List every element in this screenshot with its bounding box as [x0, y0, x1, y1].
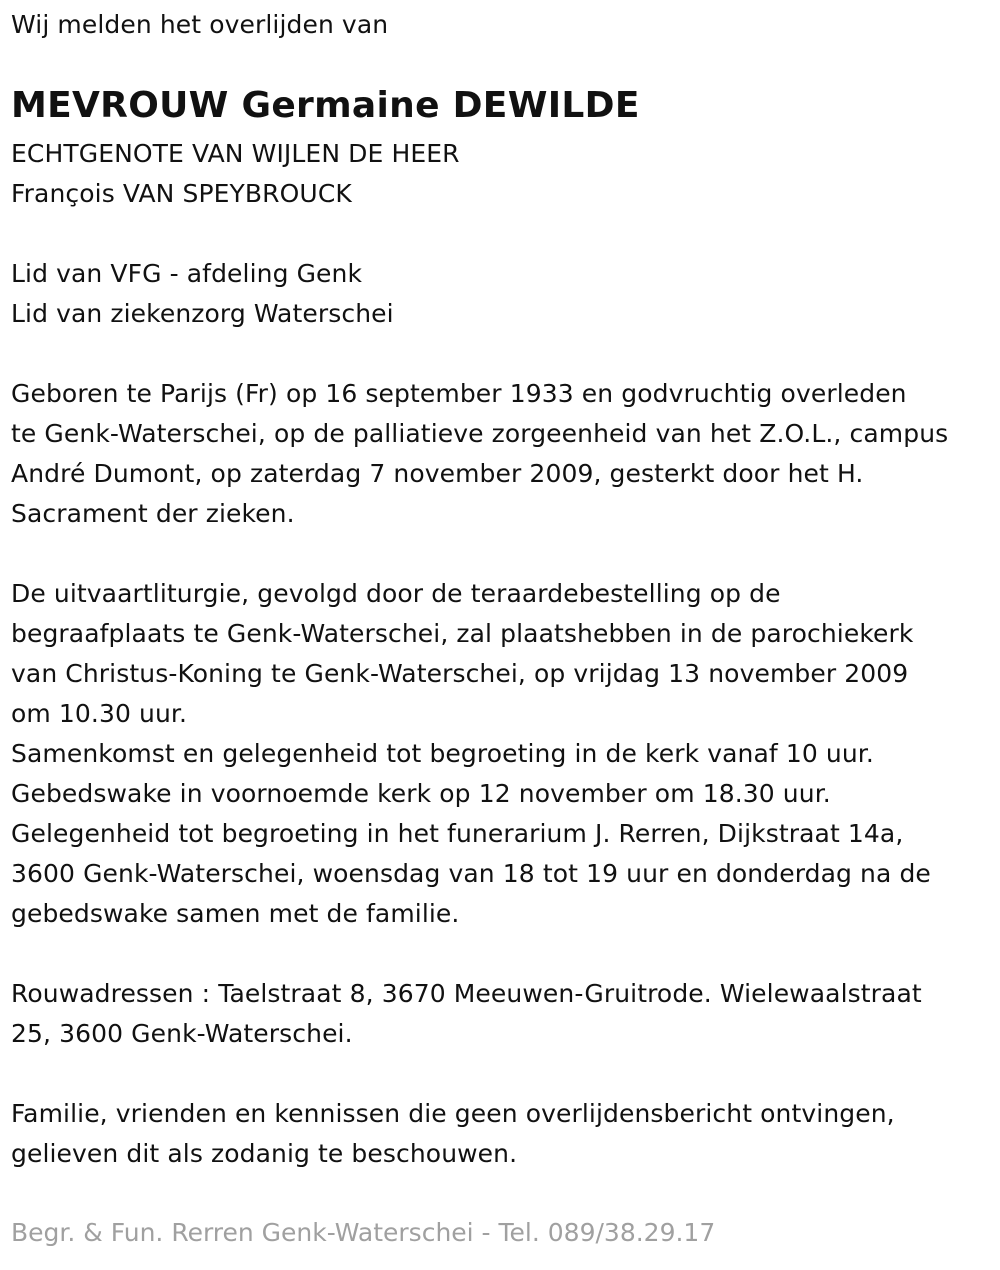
paragraph-line: De uitvaartliturgie, gevolgd door de teraardebestelling op de	[11, 579, 781, 608]
paragraph-line: Geboren te Parijs (Fr) op 16 september 1933 en godvruchtig overleden	[11, 379, 907, 408]
paragraph-line: Rouwadressen : Taelstraat 8, 3670 Meeuwen-Gruitrode. Wielewaalstraat	[11, 979, 922, 1008]
paragraph-line: Sacrament der zieken.	[11, 499, 295, 528]
paragraph-line: van Christus-Koning te Genk-Waterschei, op vrijdag 13 november 2009	[11, 659, 909, 688]
membership-line: Lid van VFG - afdeling Genk	[11, 259, 363, 288]
funeral-home-footer: Begr. & Fun. Rerren Genk-Waterschei - Tel. 089/38.29.17	[11, 1218, 716, 1247]
funeral-paragraph	[11, 574, 931, 934]
paragraph-line: Gebedswake in voornoemde kerk op 12 november om 18.30 uur.	[11, 779, 831, 808]
birth-death-paragraph	[11, 374, 948, 534]
spouse-section	[11, 134, 460, 214]
paragraph-line: Gelegenheid tot begroeting in het funerarium J. Rerren, Dijkstraat 14a,	[11, 819, 904, 848]
paragraph-line: André Dumont, op zaterdag 7 november 2009, gesterkt door het H.	[11, 459, 864, 488]
paragraph-line: Samenkomst en gelegenheid tot begroeting in de kerk vanaf 10 uur.	[11, 739, 874, 768]
paragraph-line: gelieven dit als zodanig te beschouwen.	[11, 1139, 518, 1168]
family-notice	[11, 1094, 895, 1174]
paragraph-line: gebedswake samen met de familie.	[11, 899, 460, 928]
intro-text: Wij melden het overlijden van	[11, 10, 389, 39]
paragraph-line: Familie, vrienden en kennissen die geen overlijdensbericht ontvingen,	[11, 1099, 895, 1128]
membership-line: Lid van ziekenzorg Waterschei	[11, 299, 394, 328]
deceased-name: MEVROUW Germaine DEWILDE	[11, 85, 640, 126]
mourning-addresses	[11, 974, 922, 1054]
paragraph-line: te Genk-Waterschei, op de palliatieve zorgeenheid van het Z.O.L., campus	[11, 419, 949, 448]
paragraph-line: 25, 3600 Genk-Waterschei.	[11, 1019, 353, 1048]
membership-section	[11, 254, 394, 334]
spouse-line: ECHTGENOTE VAN WIJLEN DE HEER	[11, 139, 460, 168]
spouse-line: François VAN SPEYBROUCK	[11, 179, 352, 208]
paragraph-line: 3600 Genk-Waterschei, woensdag van 18 tot 19 uur en donderdag na de	[11, 859, 931, 888]
paragraph-line: om 10.30 uur.	[11, 699, 188, 728]
paragraph-line: begraafplaats te Genk-Waterschei, zal plaatshebben in de parochiekerk	[11, 619, 914, 648]
